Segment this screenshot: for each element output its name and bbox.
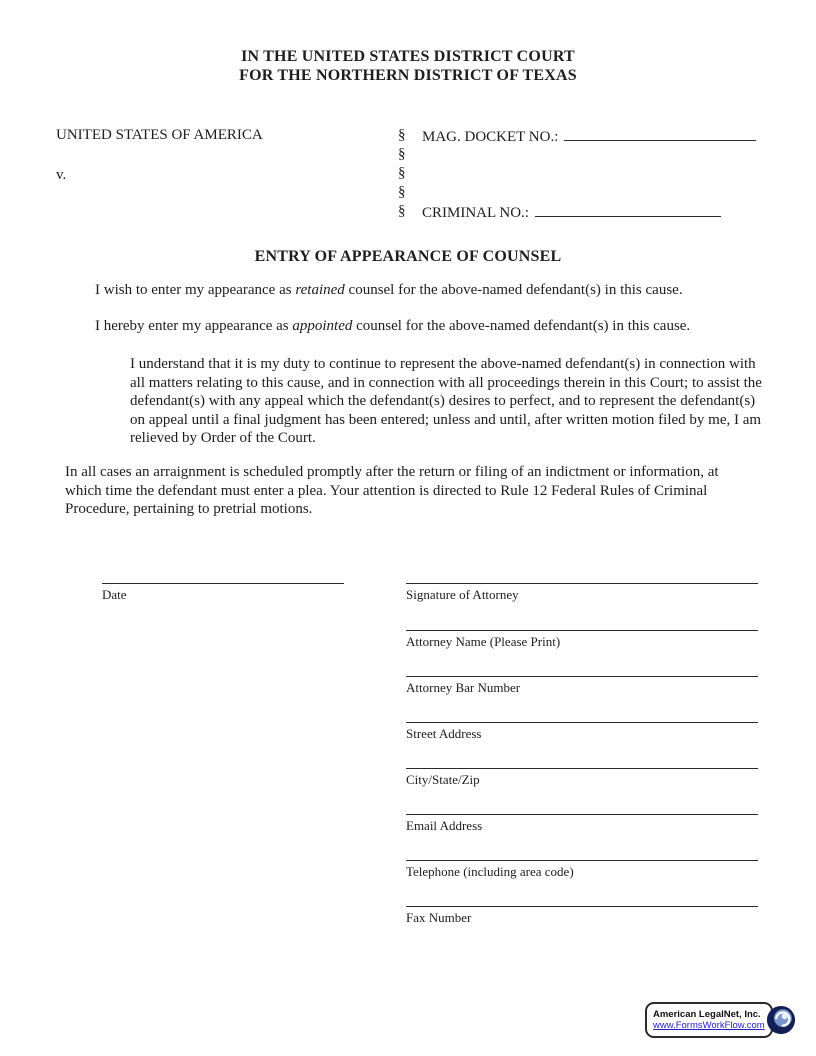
fax-number-label: Fax Number	[406, 910, 472, 925]
street-address-field	[406, 714, 758, 742]
vendor-badge	[645, 1002, 773, 1038]
appointed-counsel-paragraph	[95, 317, 765, 336]
attorney-bar-number-line[interactable]	[406, 668, 758, 677]
court-header-line2: FOR THE NORTHERN DISTRICT OF TEXAS	[239, 67, 577, 84]
section-symbol: §	[398, 165, 406, 181]
vendor-badge-text	[647, 1009, 765, 1031]
globe-icon	[766, 1005, 796, 1035]
section-symbol: §	[398, 127, 406, 143]
attorney-name-field	[406, 622, 758, 650]
telephone-field	[406, 852, 758, 880]
attorney-name-label: Attorney Name (Please Print)	[406, 634, 561, 649]
form-title: ENTRY OF APPEARANCE OF COUNSEL	[254, 248, 562, 265]
street-address-line[interactable]	[406, 714, 758, 723]
retained-emphasis: retained	[295, 282, 345, 298]
criminal-no-input-line[interactable]	[535, 203, 721, 217]
retained-paragraph-pre: I wish to enter my appearance as	[95, 282, 296, 298]
mag-docket-row	[422, 127, 756, 146]
street-address-label: Street Address	[406, 726, 482, 741]
city-state-zip-field	[406, 760, 758, 788]
court-header	[0, 47, 816, 85]
plaintiff-name: UNITED STATES OF AMERICA	[56, 127, 263, 143]
section-symbol: §	[398, 203, 406, 219]
email-address-line[interactable]	[406, 806, 758, 815]
telephone-line[interactable]	[406, 852, 758, 861]
attorney-signature-field	[406, 575, 758, 603]
retained-paragraph-post: counsel for the above-named defendant(s) in this cause.	[344, 282, 683, 298]
vendor-website-link[interactable]: www.FormsWorkFlow.com	[653, 1020, 765, 1031]
mag-docket-input-line[interactable]	[564, 127, 756, 141]
attorney-bar-number-field	[406, 668, 758, 696]
section-symbol: §	[398, 184, 406, 200]
court-header-line1: IN THE UNITED STATES DISTRICT COURT	[241, 48, 575, 65]
versus-label: v.	[56, 167, 67, 183]
vendor-company-name: American LegalNet, Inc.	[653, 1009, 761, 1020]
attorney-bar-number-label: Attorney Bar Number	[406, 680, 521, 695]
appointed-paragraph-pre: I hereby enter my appearance as	[95, 318, 293, 334]
arraignment-paragraph: In all cases an arraignment is scheduled promptly after the return or filing of an indictment or information, at which time the defendant must enter a plea. Your attention is directed to Rule 12 Federal Rules of Criminal Procedure, pertaining to pretrial motions.	[65, 464, 719, 517]
email-address-label: Email Address	[406, 818, 483, 833]
date-label: Date	[102, 587, 127, 602]
telephone-label: Telephone (including area code)	[406, 864, 574, 879]
criminal-no-row	[422, 203, 721, 222]
date-input-line[interactable]	[102, 575, 344, 584]
date-field	[102, 575, 344, 603]
retained-counsel-paragraph	[95, 281, 765, 300]
section-symbol: §	[398, 146, 406, 162]
fax-number-field	[406, 898, 758, 926]
fax-number-line[interactable]	[406, 898, 758, 907]
appointed-emphasis: appointed	[292, 318, 353, 334]
duty-paragraph: I understand that it is my duty to continue to represent the above-named defendant(s) in connection with all matters relating to this cause, and in connection with all proceedings therein in this Court; to assist the defendant(s) with any appeal which the defendant(s) desires to perfect, and to represent the defendant(s) on appeal until a final judgment has been entered; unless and until, after written motion filed by me, I am relieved by Order of the Court.	[130, 356, 762, 446]
attorney-signature-label: Signature of Attorney	[406, 587, 519, 602]
criminal-no-label: CRIMINAL NO.:	[422, 205, 529, 221]
attorney-signature-line[interactable]	[406, 575, 758, 584]
mag-docket-label: MAG. DOCKET NO.:	[422, 129, 559, 145]
email-address-field	[406, 806, 758, 834]
city-state-zip-line[interactable]	[406, 760, 758, 769]
appointed-paragraph-post: counsel for the above-named defendant(s) in this cause.	[352, 318, 691, 334]
city-state-zip-label: City/State/Zip	[406, 772, 480, 787]
attorney-name-line[interactable]	[406, 622, 758, 631]
